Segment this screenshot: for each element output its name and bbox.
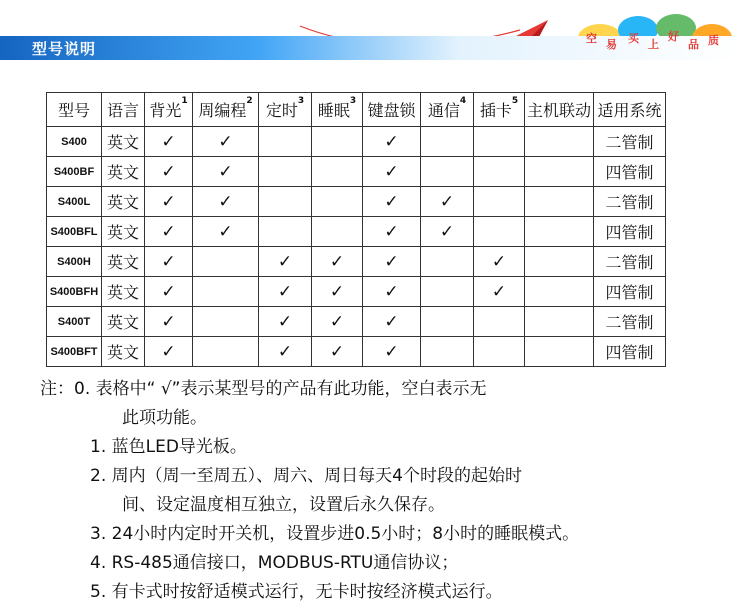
footnote-marker: 5 <box>511 96 519 106</box>
system-cell: 二管制 <box>594 127 666 157</box>
header-banner <box>0 0 740 66</box>
column-header <box>363 93 421 127</box>
feature-cell-card <box>474 187 525 217</box>
feature-cell-linkage <box>525 217 594 247</box>
checkmark-icon: ✓ <box>329 281 345 302</box>
checkmark-icon: ✓ <box>384 131 399 152</box>
column-header <box>47 93 102 127</box>
note-0-line-2: 此项功能。 <box>122 408 207 428</box>
feature-cell-comm <box>421 157 474 187</box>
checkmark-icon: ✓ <box>218 221 233 242</box>
feature-cell-linkage <box>525 127 594 157</box>
column-header-label: 语言 <box>106 101 139 120</box>
feature-cell-comm <box>421 187 474 217</box>
feature-cell-sleep <box>312 217 363 247</box>
feature-cell-linkage <box>525 157 594 187</box>
feature-cell-timer <box>259 247 312 277</box>
model-cell: S400L <box>47 187 102 217</box>
table-row <box>47 217 666 247</box>
feature-cell-linkage <box>525 337 594 367</box>
feature-cell-backlight <box>145 307 193 337</box>
feature-cell-week-prog <box>193 187 259 217</box>
feature-cell-card <box>474 127 525 157</box>
language-cell: 英文 <box>102 307 145 337</box>
feature-cell-card <box>474 247 525 277</box>
column-header-label: 型号 <box>57 101 90 120</box>
footnote-marker: 4 <box>459 96 467 106</box>
feature-cell-card <box>474 337 525 367</box>
column-header-label: 键盘锁 <box>367 101 416 120</box>
note-0-line-1: 注：0. 表格中“ √”表示某型号的产品有此功能，空白表示无 <box>40 379 487 399</box>
table-row <box>47 187 666 217</box>
column-header-label: 睡眠 <box>317 101 350 120</box>
feature-cell-sleep <box>312 247 363 277</box>
slogan-char: 上 <box>648 38 659 51</box>
column-header <box>525 93 594 127</box>
feature-cell-comm <box>421 337 474 367</box>
feature-cell-linkage <box>525 307 594 337</box>
column-header <box>594 93 666 127</box>
feature-cell-keylock <box>363 337 421 367</box>
language-cell: 英文 <box>102 337 145 367</box>
column-header <box>145 93 193 127</box>
table-row <box>47 247 666 277</box>
feature-cell-comm <box>421 217 474 247</box>
checkmark-icon: ✓ <box>161 161 176 182</box>
checkmark-icon: ✓ <box>439 191 455 212</box>
column-header <box>102 93 145 127</box>
checkmark-icon: ✓ <box>384 251 399 272</box>
column-header <box>259 93 312 127</box>
feature-cell-backlight <box>145 337 193 367</box>
model-cell: S400BF <box>47 157 102 187</box>
checkmark-icon: ✓ <box>439 221 455 242</box>
feature-cell-sleep <box>312 127 363 157</box>
language-cell: 英文 <box>102 247 145 277</box>
language-cell: 英文 <box>102 187 145 217</box>
model-cell: S400T <box>47 307 102 337</box>
feature-cell-card <box>474 307 525 337</box>
column-header <box>312 93 363 127</box>
feature-cell-comm <box>421 127 474 157</box>
system-cell: 二管制 <box>594 247 666 277</box>
checkmark-icon: ✓ <box>161 191 176 212</box>
feature-cell-backlight <box>145 187 193 217</box>
feature-cell-keylock <box>363 247 421 277</box>
feature-cell-backlight <box>145 277 193 307</box>
checkmark-icon: ✓ <box>218 191 233 212</box>
checkmark-icon: ✓ <box>384 341 399 362</box>
slogan-char: 好 <box>668 30 679 43</box>
checkmark-icon: ✓ <box>384 281 399 302</box>
checkmark-icon: ✓ <box>218 161 233 182</box>
feature-cell-week-prog <box>193 247 259 277</box>
checkmark-icon: ✓ <box>161 131 176 152</box>
model-cell: S400BFH <box>47 277 102 307</box>
checkmark-icon: ✓ <box>329 341 345 362</box>
column-header-label: 周编程 <box>198 101 247 120</box>
checkmark-icon: ✓ <box>384 311 399 332</box>
footnote-marker: 2 <box>246 96 253 106</box>
checkmark-icon: ✓ <box>161 341 176 362</box>
system-cell: 四管制 <box>594 277 666 307</box>
feature-cell-week-prog <box>193 127 259 157</box>
language-cell: 英文 <box>102 277 145 307</box>
column-header-label: 背光 <box>149 101 182 120</box>
footnote-marker: 3 <box>297 96 305 106</box>
note-1: 1. 蓝色LED导光板。 <box>90 437 247 457</box>
model-cell: S400 <box>47 127 102 157</box>
table-body <box>47 127 666 367</box>
footnote-marker: 3 <box>349 96 357 106</box>
table-row <box>47 277 666 307</box>
feature-cell-card <box>474 157 525 187</box>
table-row <box>47 307 666 337</box>
column-header-label: 通信 <box>427 101 460 120</box>
table-row <box>47 337 666 367</box>
feature-cell-keylock <box>363 217 421 247</box>
system-cell: 四管制 <box>594 337 666 367</box>
feature-cell-backlight <box>145 157 193 187</box>
banner-title: 型号说明 <box>32 40 97 58</box>
feature-cell-linkage <box>525 247 594 277</box>
feature-cell-backlight <box>145 247 193 277</box>
feature-cell-backlight <box>145 217 193 247</box>
feature-cell-week-prog <box>193 217 259 247</box>
feature-cell-week-prog <box>193 307 259 337</box>
feature-cell-linkage <box>525 187 594 217</box>
checkmark-icon: ✓ <box>277 311 293 332</box>
checkmark-icon: ✓ <box>491 281 507 302</box>
checkmark-icon: ✓ <box>161 251 176 272</box>
note-3: 3. 24小时内定时开关机，设置步进0.5小时；8小时的睡眠模式。 <box>90 524 580 544</box>
checkmark-icon: ✓ <box>384 191 399 212</box>
checkmark-icon: ✓ <box>277 341 293 362</box>
feature-cell-keylock <box>363 307 421 337</box>
model-cell: S400H <box>47 247 102 277</box>
column-header-label: 定时 <box>265 101 298 120</box>
feature-cell-keylock <box>363 127 421 157</box>
feature-cell-keylock <box>363 277 421 307</box>
model-spec-table <box>46 92 666 367</box>
feature-cell-sleep <box>312 157 363 187</box>
system-cell: 四管制 <box>594 217 666 247</box>
column-header-label: 主机联动 <box>526 101 591 120</box>
feature-cell-comm <box>421 277 474 307</box>
feature-cell-sleep <box>312 187 363 217</box>
note-2-line-1: 2. 周内（周一至周五）、周六、周日每天4个时段的起始时 <box>90 466 522 486</box>
column-header-label: 插卡 <box>479 101 512 120</box>
footnote-marker: 1 <box>181 96 188 106</box>
feature-cell-backlight <box>145 127 193 157</box>
table-row <box>47 127 666 157</box>
feature-cell-keylock <box>363 187 421 217</box>
feature-cell-sleep <box>312 307 363 337</box>
checkmark-icon: ✓ <box>277 281 293 302</box>
model-cell: S400BFT <box>47 337 102 367</box>
feature-cell-timer <box>259 217 312 247</box>
note-2-line-2: 间、设定温度相互独立，设置后永久保存。 <box>122 495 445 515</box>
slogan-char: 质 <box>708 34 719 47</box>
language-cell: 英文 <box>102 127 145 157</box>
feature-cell-week-prog <box>193 157 259 187</box>
language-cell: 英文 <box>102 157 145 187</box>
table-row <box>47 157 666 187</box>
feature-cell-comm <box>421 307 474 337</box>
checkmark-icon: ✓ <box>384 221 399 242</box>
system-cell: 四管制 <box>594 157 666 187</box>
slogan-char: 买 <box>628 32 639 45</box>
model-cell: S400BFL <box>47 217 102 247</box>
checkmark-icon: ✓ <box>329 251 345 272</box>
checkmark-icon: ✓ <box>218 131 233 152</box>
feature-cell-timer <box>259 187 312 217</box>
feature-cell-timer <box>259 337 312 367</box>
checkmark-icon: ✓ <box>384 161 399 182</box>
feature-cell-timer <box>259 307 312 337</box>
column-header-label: 适用系统 <box>597 101 662 120</box>
checkmark-icon: ✓ <box>277 251 293 272</box>
column-header <box>474 93 525 127</box>
slogan-char: 品 <box>688 38 699 51</box>
checkmark-icon: ✓ <box>491 251 507 272</box>
feature-cell-comm <box>421 247 474 277</box>
note-5: 5. 有卡式时按舒适模式运行，无卡时按经济模式运行。 <box>90 582 503 602</box>
feature-cell-timer <box>259 277 312 307</box>
feature-cell-timer <box>259 157 312 187</box>
language-cell: 英文 <box>102 217 145 247</box>
feature-cell-linkage <box>525 277 594 307</box>
column-header <box>193 93 259 127</box>
checkmark-icon: ✓ <box>161 221 176 242</box>
checkmark-icon: ✓ <box>161 311 176 332</box>
notes-section <box>40 375 579 607</box>
checkmark-icon: ✓ <box>161 281 176 302</box>
feature-cell-sleep <box>312 277 363 307</box>
feature-cell-card <box>474 217 525 247</box>
feature-cell-card <box>474 277 525 307</box>
column-header <box>421 93 474 127</box>
checkmark-icon: ✓ <box>329 311 345 332</box>
feature-cell-sleep <box>312 337 363 367</box>
system-cell: 二管制 <box>594 187 666 217</box>
table-header-row <box>47 93 666 127</box>
system-cell: 二管制 <box>594 307 666 337</box>
note-4: 4. RS-485通信接口，MODBUS-RTU通信协议； <box>90 553 459 573</box>
feature-cell-timer <box>259 127 312 157</box>
feature-cell-week-prog <box>193 277 259 307</box>
feature-cell-week-prog <box>193 337 259 367</box>
slogan-char: 空 <box>586 32 597 45</box>
feature-cell-keylock <box>363 157 421 187</box>
slogan-char: 易 <box>606 38 617 51</box>
